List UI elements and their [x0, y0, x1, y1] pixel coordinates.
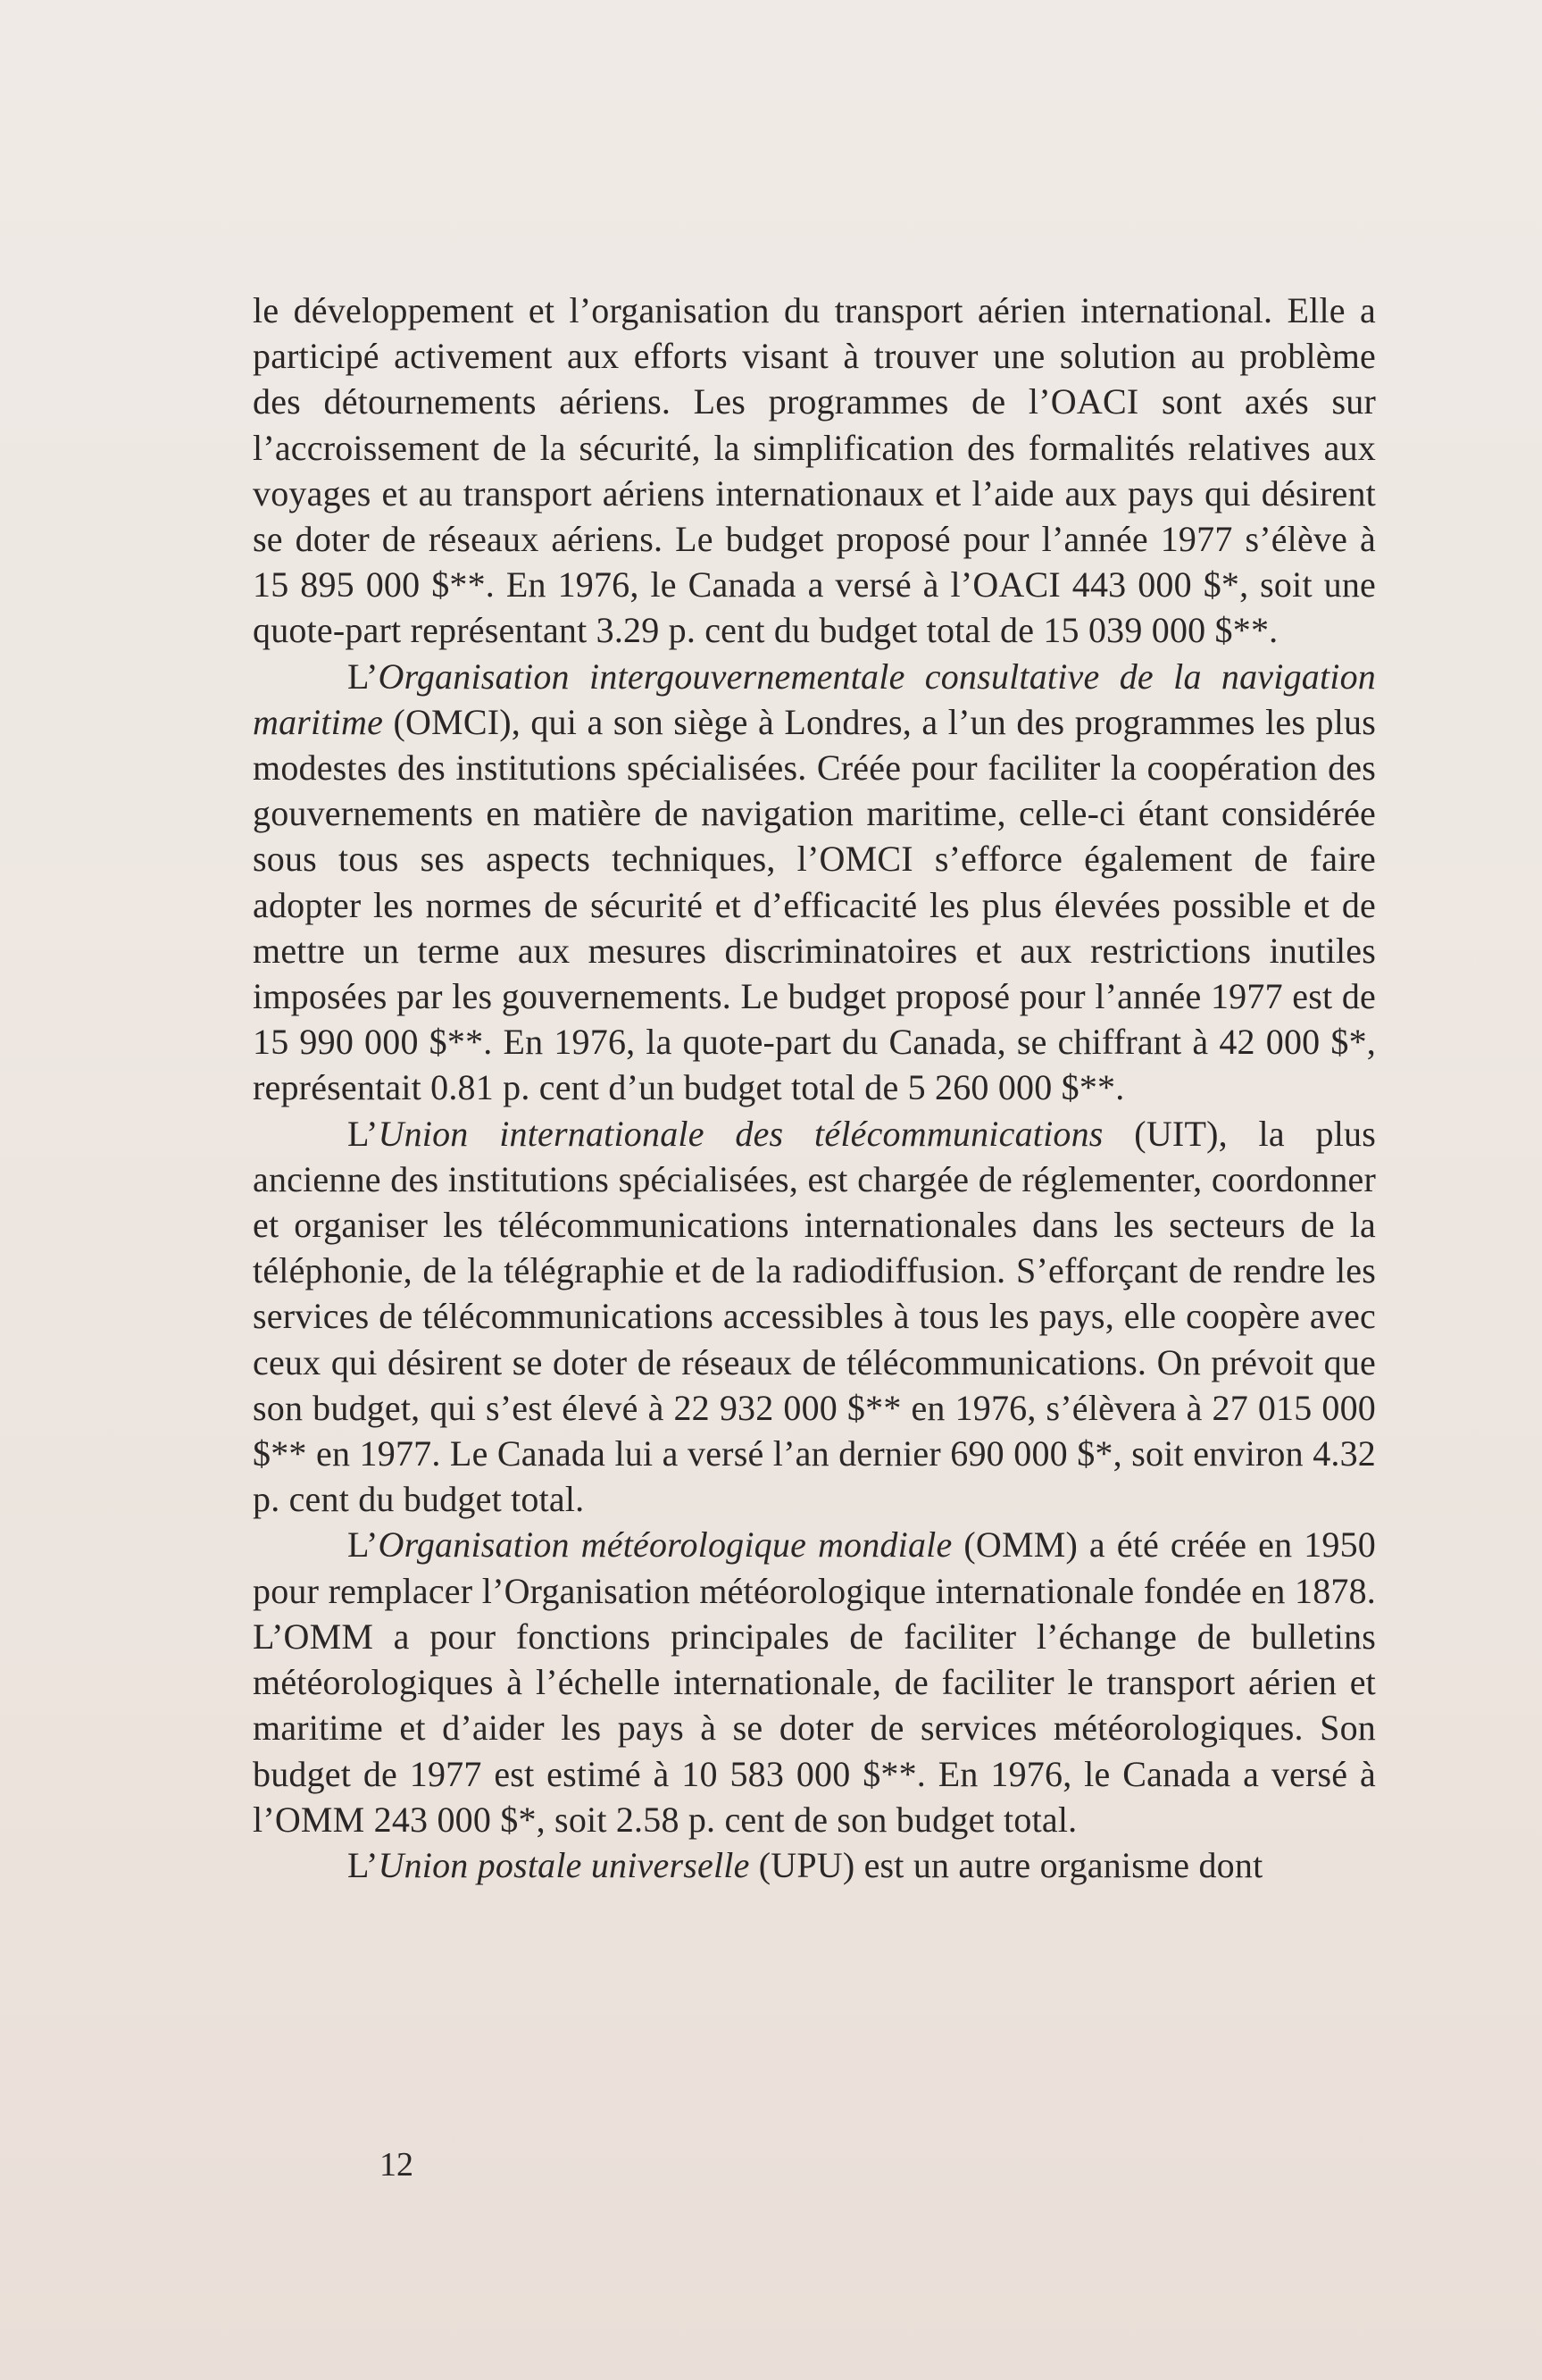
- organization-name: Union postale universelle: [378, 1844, 750, 1885]
- paragraph-prefix: L’: [347, 1113, 379, 1154]
- paragraph-text: le développement et l’organisation du transport aérien international. Elle a participé activement aux efforts visant à trouver une solution au problème des détournements aériens. Les programmes de l’OACI sont axés sur l’accroissement de la sécurité, la simplification des formalités relatives aux voyages et au transport aériens internationaux et l’aide aux pays qui désirent se doter de réseaux aériens. Le budget proposé pour l’année 1977 s’élève à 15 895 000 $**. En 1976, le Canada a versé à l’OACI 443 000 $*, soit une quote-part représentant 3.29 p. cent du budget total de 15 039 000 $**.: [253, 290, 1376, 651]
- organization-name: Organisation intergouvernementale consultative de la navigation maritime: [253, 656, 1376, 742]
- paragraph-prefix: L’: [347, 656, 379, 697]
- paragraph-omci: [253, 654, 1376, 1111]
- paragraph-text: (OMM) a été créée en 1950 pour remplacer l’Organisation météorologique internationale fondée en 1878. L’OMM a pour fonctions principales de faciliter l’échange de bulletins météorologiques à l’échelle internationale, de faciliter le transport aérien et maritime et d’aider les pays à se doter de services météorologiques. Son budget de 1977 est estimé à 10 583 000 $**. En 1976, le Canada a versé à l’OMM 243 000 $*, soit 2.58 p. cent de son budget total.: [253, 1524, 1377, 1840]
- paragraph-uit: [253, 1111, 1376, 1523]
- organization-name: Union internationale des télécommunications: [378, 1113, 1104, 1154]
- paragraph-prefix: L’: [347, 1844, 379, 1885]
- paragraph-prefix: L’: [347, 1524, 379, 1566]
- paragraph-text: (OMCI), qui a son siège à Londres, a l’un des programmes les plus modestes des institutions spécialisées. Créée pour faciliter la coopération des gouvernements en matière de navigation maritime, celle-ci étant considérée sous tous ses aspects techniques, l’OMCI s’efforce également de faire adopter les normes de sécurité et d’efficacité les plus élevées possible et de mettre un terme aux mesures discriminatoires et aux restrictions inutiles imposées par les gouvernements. Le budget proposé pour l’année 1977 est de 15 990 000 $**. En 1976, la quote-part du Canada, se chiffrant à 42 000 $*, représentait 0.81 p. cent d’un budget total de 5 260 000 $**.: [253, 701, 1376, 1108]
- body-text: [253, 288, 1376, 1888]
- paragraph-oaci: [253, 288, 1376, 654]
- page-number: 12: [379, 2146, 413, 2184]
- paragraph-omm: [253, 1522, 1376, 1841]
- paragraph-text: (UIT), la plus ancienne des institutions spécialisées, est chargée de réglementer, coordonner et organiser les télécommunications internationales dans les secteurs de la téléphonie, de la télégraphie et de la radiodiffusion. S’efforçant de rendre les services de télécommunications accessibles à tous les pays, elle coopère avec ceux qui désirent se doter de réseaux de télécommunications. On prévoit que son budget, qui s’est élevé à 22 932 000 $** en 1976, s’élèvera à 27 015 000 $** en 1977. Le Canada lui a versé l’an dernier 690 000 $*, soit environ 4.32 p. cent du budget total.: [253, 1113, 1377, 1520]
- organization-name: Organisation météorologique mondiale: [378, 1524, 953, 1566]
- paragraph-upu: [253, 1842, 1376, 1888]
- paragraph-text: (UPU) est un autre organisme dont: [749, 1844, 1263, 1885]
